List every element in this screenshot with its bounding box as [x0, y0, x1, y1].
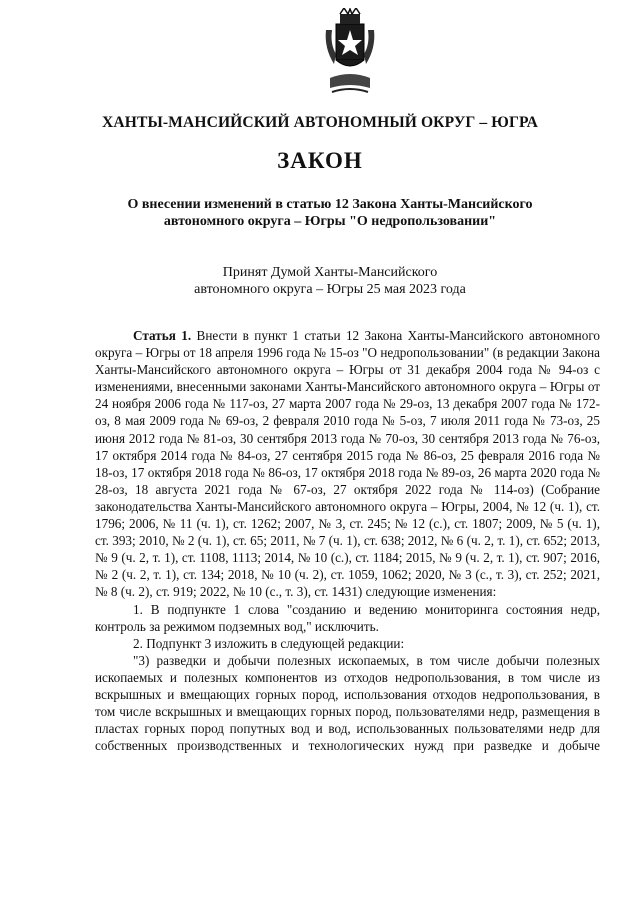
amendment-quote: "3) разведки и добычи полезных ископаемых, в том числе добычи полезных ископаемых и полезных компонентов из отходов недропользования, в том числе из вскрышных и вмещающих горных пород, использования отходов недропользования, в том числе вскрышных и вмещающих горных пород, пользователями недр, размещения в пластах горных пород попутных вод и вод, использованных пользователями недр для собственных производственных и технологических нужд при разведке и добыче — [95, 652, 600, 754]
adoption-note — [170, 264, 490, 298]
adoption-note-line-1: Принят Думой Ханты-Мансийского — [222, 265, 438, 280]
article-label: Статья 1. — [133, 328, 192, 343]
article-1-paragraph — [95, 327, 600, 601]
coat-of-arms-emblem — [322, 8, 378, 96]
law-subject-line-1: О внесении изменений в статью 12 Закона Ханты-Мансийского — [127, 197, 533, 212]
adoption-note-line-2: автономного округа – Югры 25 мая 2023 года — [194, 282, 466, 297]
amendment-item-1: 1. В подпункте 1 слова "созданию и ведению мониторинга состояния недр, контроль за режимом подземных вод," исключить. — [95, 601, 600, 634]
document-type-title: ЗАКОН — [277, 148, 363, 173]
law-body — [95, 327, 600, 754]
law-subject-line-2: автономного округа – Югры "О недропользовании" — [163, 214, 497, 229]
law-subject — [110, 196, 550, 230]
amendment-item-2: 2. Подпункт 3 изложить в следующей редакции: — [133, 635, 405, 651]
region-heading: ХАНТЫ-МАНСИЙСКИЙ АВТОНОМНЫЙ ОКРУГ – ЮГРА — [102, 114, 538, 131]
article-text: Внести в пункт 1 статьи 12 Закона Ханты-Мансийского автономного округа – Югры от 18 апреля 1996 года № 15-оз "О недропользовании" (в редакции Закона Ханты-Мансийского автономного округа – Югры от 31 декабря 2004 года № 94-оз с изменениями, внесенными законами Ханты-Мансийского автономного округа – Югры от 24 ноября 2006 года № 117-оз, 27 марта 2007 года № 29-оз, 13 декабря 2007 года № 172-оз, 8 мая 2009 года № 69-оз, 2 февраля 2010 года № 5-оз, 7 июля 2011 года № 73-оз, 25 июня 2012 года № 81-оз, 30 сентября 2013 года № 70-оз, 30 сентября 2013 года № 76-оз, 17 октября 2014 года № 84-оз, 27 сентября 2015 года № 86-оз, 25 февраля 2016 года № 18-оз, 17 октября 2018 года № 86-оз, 17 октября 2018 года № 89-оз, 26 марта 2020 года № 28-оз, 18 августа 2021 года № 67-оз, 27 октября 2022 года № 114-оз) (Собрание законодательства Ханты-Мансийского автономного округа – Югры, 2004, № 12 (ч. 1), ст. 1796; 2006, № 11 (ч. 1), ст. 1262; 2007, № 3, ст. 245; № 12 (с.), ст. 1807; 2009, № 5 (ч. 1), ст. 393; 2010, № 2 (ч. 1), ст. 65; 2011, № 7 (ч. 1), ст. 638; 2012, № 6 (ч. 2, т. 1), ст. 652; 2013, № 9 (ч. 2, т. 1), ст. 1108, 1113; 2014, № 10 (с.), ст. 1184; 2015, № 9 (ч. 2, т. 1), ст. 907; 2016, № 2 (ч. 2, т. 1), ст. 134; 2018, № 10 (ч. 2), ст. 1059, 1062; 2020, № 3 (с., т. 3), ст. 252; 2021, № 8 (ч. 2), ст. 919; 2022, № 10 (с., т. 3), ст. 1431) следующие изменения: — [95, 328, 601, 600]
